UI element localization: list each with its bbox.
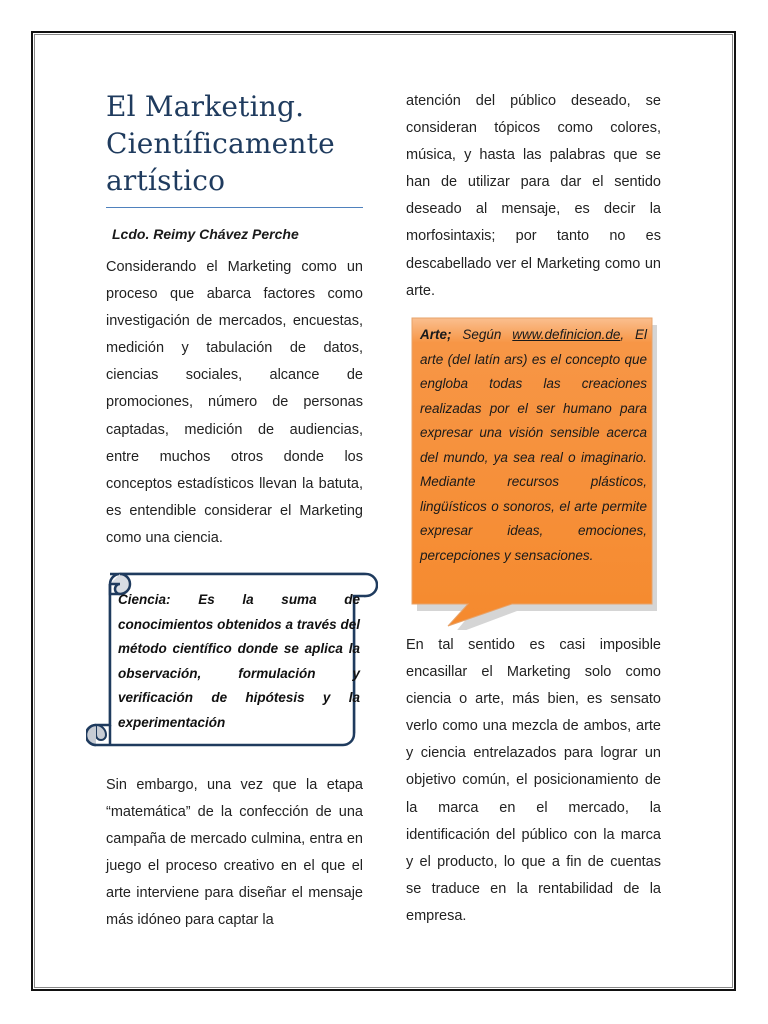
article-title: El Marketing. Científicamente artístico	[106, 90, 335, 197]
author-name: Lcdo. Reimy Chávez Perche	[112, 226, 299, 242]
ciencia-scroll-box	[86, 562, 376, 757]
arte-lead: Según	[451, 327, 513, 342]
definicion-link[interactable]: www.definicion.de	[512, 327, 621, 342]
intro-paragraph: Considerando el Marketing como un proceso que abarca factores como investigación de mercados, encuestas, medición y tabulación de datos, ciencias sociales, alcance de promociones, número de personas captadas, medición de audiencias, entre muchos otros donde los conceptos estadísticos llevan la batuta, es entendible considerar el Marketing como una ciencia.	[106, 259, 363, 546]
conclusion-paragraph: En tal sentido es casi imposible encasillar el Marketing solo como ciencia o arte, más bien, es sensato verlo como una mezcla de ambos, arte y ciencia entrelazados para lograr un objetivo común, el posicionamiento de la marca en el mercado, la identificación del público con la marca y el producto, lo que a fin de cuentas se traduce en la rentabilidad de la empresa.	[406, 637, 661, 924]
title-underline	[106, 207, 363, 208]
ciencia-definition: Ciencia: Es la suma de conocimientos obtenidos a través del método científico donde se aplica la observación, formulación y verificación de hipótesis y la experimentación	[118, 592, 360, 730]
left-column	[106, 88, 363, 552]
arte-term: Arte;	[420, 327, 452, 342]
continued-paragraph: atención del público deseado, se consideran tópicos como colores, música, y hasta las palabras que se han de utilizar para dar el sentido deseado al mensaje, es decir la morfosintaxis; por tanto no es descabellado ver el Marketing como un arte.	[406, 93, 661, 299]
arte-text: , El arte (del latín ars) es el concepto que engloba todas las creaciones realizadas por el ser humano para expresar una visión sensible acerca del mundo, ya sea real o imaginario. Mediante recursos plásticos, lingüísticos o sonoros, el arte permite expresar ideas, emociones, percepciones y sensaciones.	[420, 327, 647, 563]
arte-callout-box	[410, 316, 660, 628]
arte-definition	[420, 323, 647, 568]
however-paragraph: Sin embargo, una vez que la etapa “matemática” de la confección de una campaña de mercado culmina, entra en juego el proceso creativo en el que el arte interviene para diseñar el mensaje más idóneo para captar la	[106, 777, 363, 929]
right-column	[406, 88, 661, 305]
